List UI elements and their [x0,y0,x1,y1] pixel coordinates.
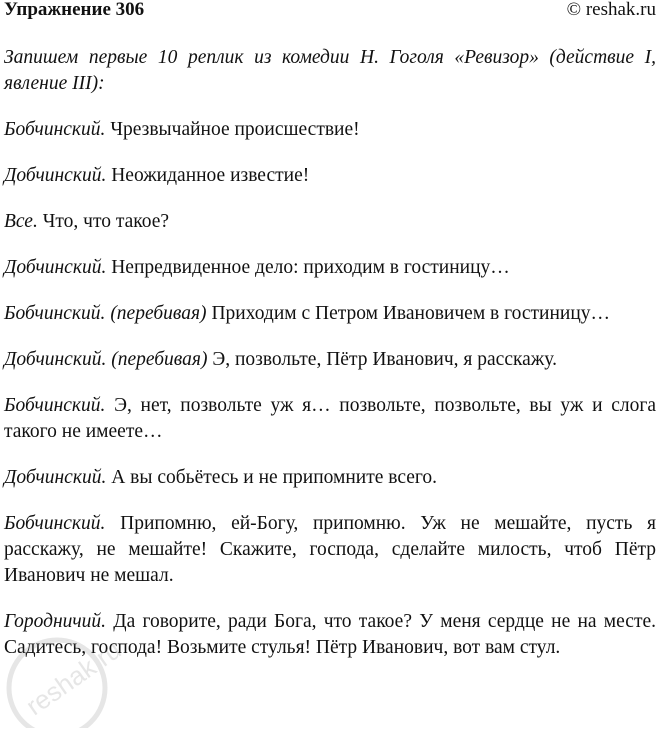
speaker-name: Бобчинский. [4,395,106,416]
replica-text: Что, что такое? [42,211,170,232]
speaker-name: Добчинский. [4,165,107,186]
replica-text: Да говорите, ради Бога, что такое? У меня сердце не на месте. Садитесь, господа! Возьмите стулья! Пётр Иванович, вот вам стул. [4,611,656,658]
watermark-text: reshak.ru [20,634,127,722]
dialogue-line [4,163,656,189]
dialogue-line [4,511,656,589]
replica-text: Припомню, ей-Богу, припомню. Уж не мешайте, пусть я расскажу, не мешайте! Скажите, господа, сделайте милость, чтоб Пётр Иванович не мешал. [4,513,656,586]
speaker-name: Бобчинский. [4,513,106,534]
replica-text: Приходим с Петром Ивановичем в гостиницу… [211,303,611,324]
speaker-name: Добчинский. [4,257,107,278]
dialogue-line [4,301,656,327]
replica-text: Э, позвольте, Пётр Иванович, я расскажу. [212,349,557,370]
replica-text: Э, нет, позвольте уж я… позвольте, позвольте, вы уж и слога такого не имеете… [4,395,656,442]
replica-text: Неожиданное известие! [111,165,310,186]
replica-text: Чрезвычайное происшествие! [110,119,360,140]
speaker-name: Бобчинский. [4,303,106,324]
replica-text: А вы собьётесь и не припомните всего. [111,467,438,488]
dialogue-line [4,393,656,445]
dialogue-line [4,465,656,491]
speaker-name: Бобчинский. [4,119,106,140]
dialogue-line [4,609,656,661]
exercise-title: Упражнение 306 [4,0,145,20]
speaker-name: Добчинский. [4,467,107,488]
intro-text: Запишем первые 10 реплик из комедии Н. Гоголя «Ревизор» (действие I, явление III): [4,47,656,94]
dialogue-line [4,347,656,373]
replica-text: Непредвиденное дело: приходим в гостиницу… [111,257,510,278]
stage-direction: (перебивая) [111,349,208,370]
site-brand: © reshak.ru [566,0,656,20]
speaker-name: Все. [4,211,38,232]
exercise-content [4,45,656,681]
speaker-name: Городничий. [4,611,107,632]
stage-direction: (перебивая) [110,303,207,324]
dialogue-line [4,117,656,143]
dialogue-line [4,209,656,235]
dialogue-line [4,255,656,281]
header [4,0,656,26]
speaker-name: Добчинский. [4,349,107,370]
